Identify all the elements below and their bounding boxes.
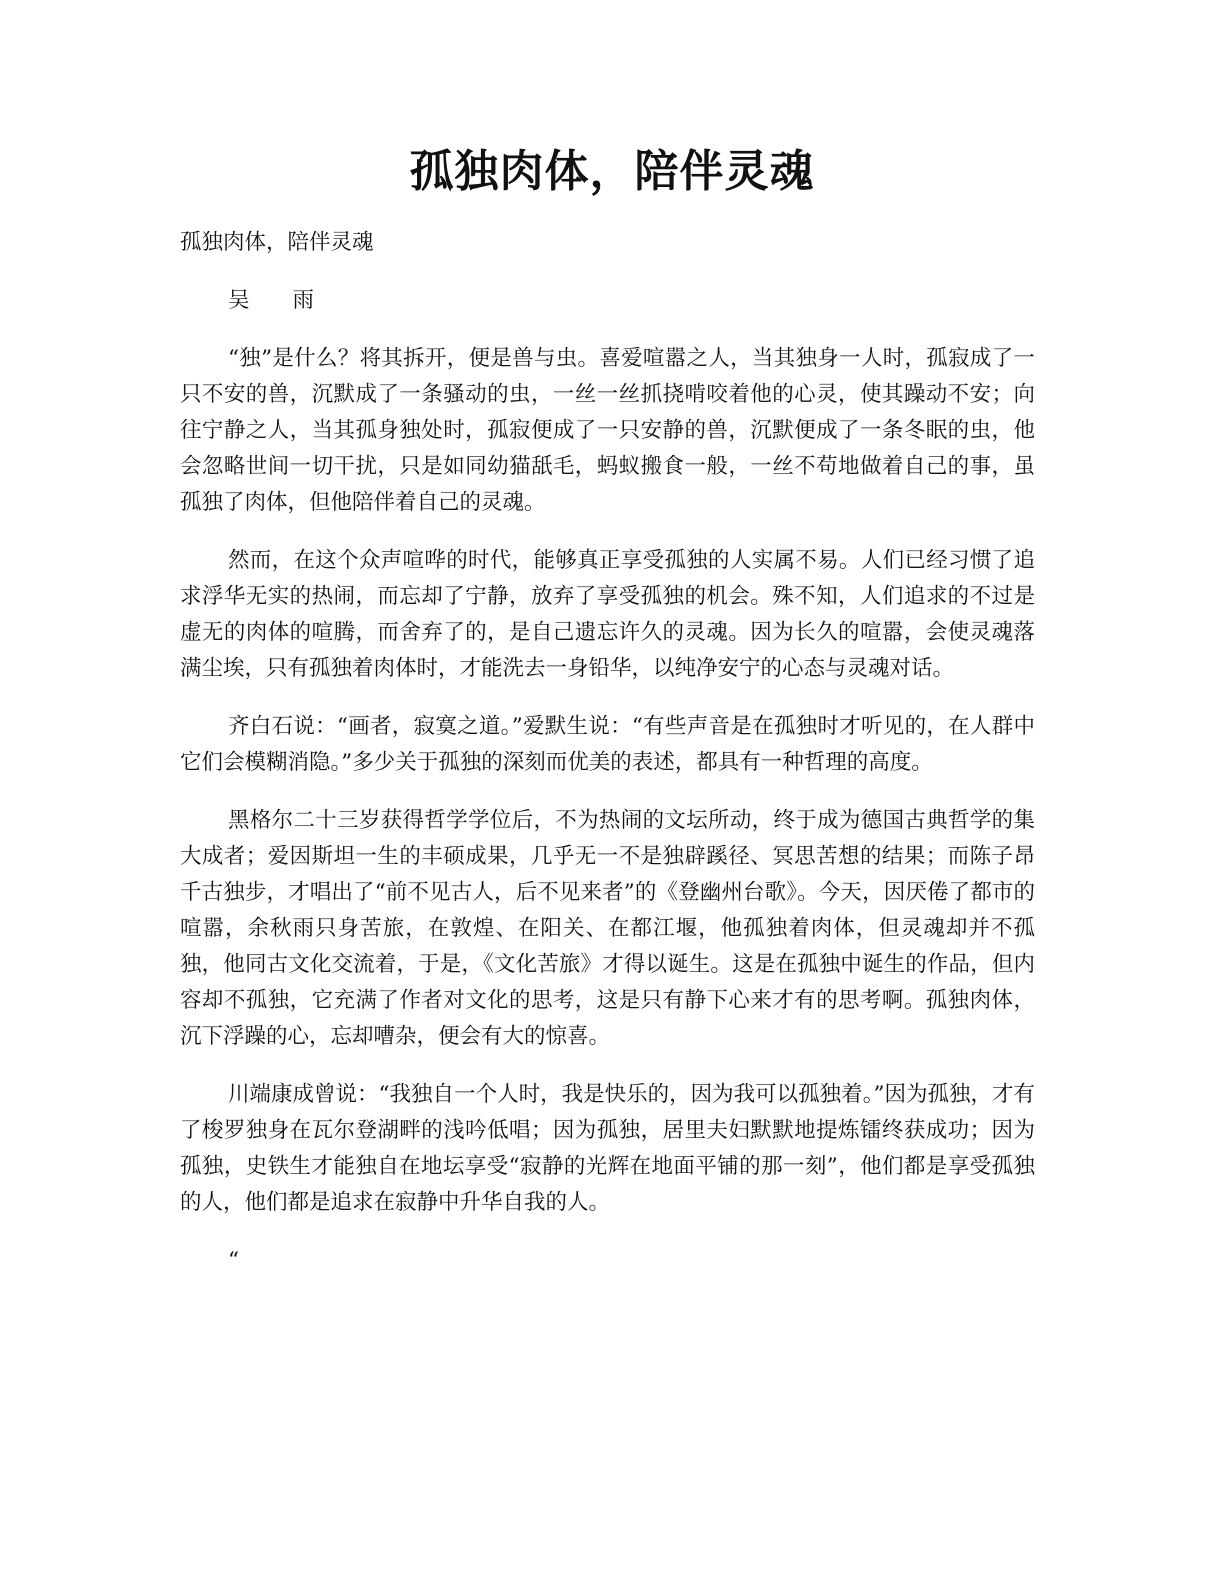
document-title: 孤独肉体，陪伴灵魂 <box>409 146 815 197</box>
author-name: 吴 雨 <box>228 288 315 313</box>
trailing-quote-mark: “ <box>228 1248 239 1273</box>
paragraph: “独”是什么？将其拆开，便是兽与虫。喜爱喧嚣之人，当其独身一人时，孤寂成了一只不安的兽，沉默成了一条骚动的虫，一丝一丝抓挠啃咬着他的心灵，使其躁动不安；向往宁静之人，当其孤身独处时，孤寂便成了一只安静的兽，沉默便成了一条冬眠的虫，他会忽略世间一切干扰，只是如同幼猫舐毛，蚂蚁搬食一般，一丝不苟地做着自己的事，虽孤独了肉体，但他陪伴着自己的灵魂。 <box>180 346 1035 515</box>
paragraph: 然而，在这个众声喧哗的时代，能够真正享受孤独的人实属不易。人们已经习惯了追求浮华无实的热闹，而忘却了宁静，放弃了享受孤独的机会。殊不知，人们追求的不过是虚无的肉体的喧腾，而舍弃了的，是自己遗忘许久的灵魂。因为长久的喧嚣，会使灵魂落满尘埃，只有孤独着肉体时，才能洗去一身铅华，以纯净安宁的心态与灵魂对话。 <box>180 548 1035 681</box>
paragraph: 齐白石说：“画者，寂寞之道。”爱默生说：“有些声音是在孤独时才听见的，在人群中它们会模糊消隐。”多少关于孤独的深刻而优美的表述，都具有一种哲理的高度。 <box>180 714 1035 775</box>
paragraph: 黑格尔二十三岁获得哲学学位后，不为热闹的文坛所动，终于成为德国古典哲学的集大成者；爱因斯坦一生的丰硕成果，几乎无一不是独辟蹊径、冥思苦想的结果；而陈子昂千古独步，才唱出了“前不见古人，后不见来者”的《登幽州台歌》。今天，因厌倦了都市的喧嚣，余秋雨只身苦旅，在敦煌、在阳关、在都江堰，他孤独着肉体，但灵魂却并不孤独，他同古文化交流着，于是，《文化苦旅》才得以诞生。这是在孤独中诞生的作品，但内容却不孤独，它充满了作者对文化的思考，这是只有静下心来才有的思考啊。孤独肉体，沉下浮躁的心，忘却嘈杂，便会有大的惊喜。 <box>180 808 1035 1049</box>
paragraph: 川端康成曾说：“我独自一个人时，我是快乐的，因为我可以孤独着。”因为孤独，才有了梭罗独身在瓦尔登湖畔的浅吟低唱；因为孤独，居里夫妇默默地提炼镭终获成功；因为孤独，史铁生才能独自在地坛享受“寂静的光辉在地面平铺的那一刻”，他们都是享受孤独的人，他们都是追求在寂静中升华自我的人。 <box>180 1082 1035 1215</box>
document-subtitle: 孤独肉体，陪伴灵魂 <box>180 230 374 255</box>
document-body <box>180 225 1035 1279</box>
